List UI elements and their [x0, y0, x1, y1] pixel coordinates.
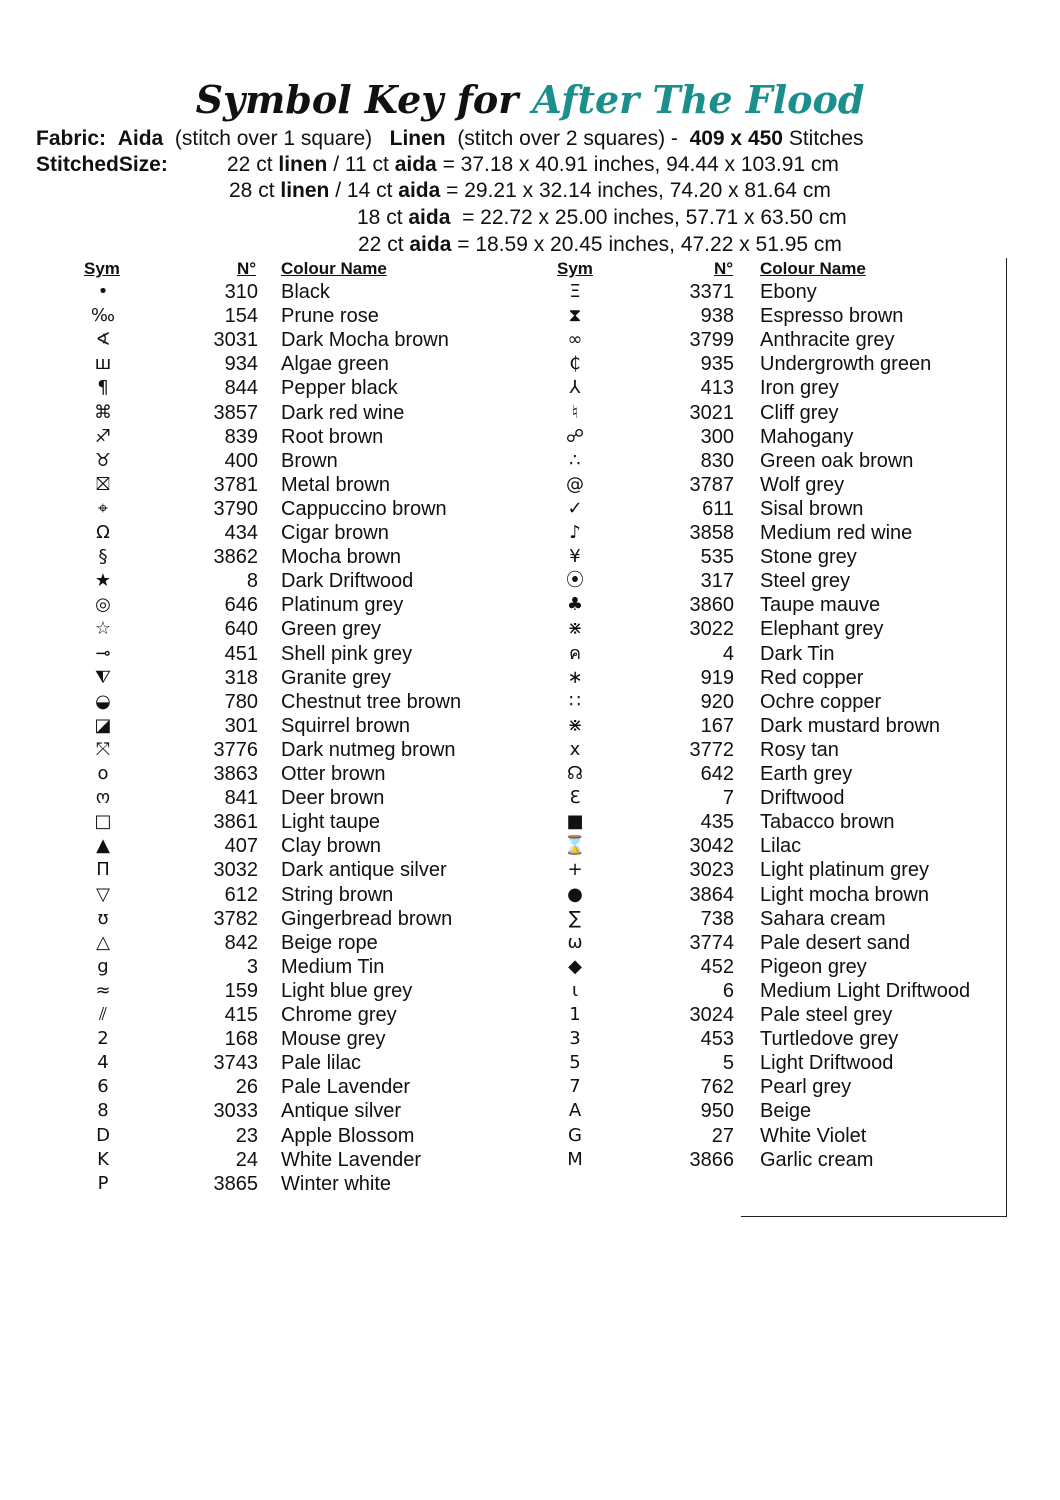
row-number: 451 [224, 642, 258, 665]
row-symbol: G [568, 1124, 582, 1146]
row-colour-name: Dark antique silver [281, 859, 447, 882]
stitched-size-label-line [36, 152, 168, 178]
fabric-linen-note: (stitch over 2 squares) - [457, 127, 678, 150]
size-bold: aida [408, 206, 451, 229]
header-name-left: Colour Name [281, 259, 387, 278]
header-sym-left: Sym [84, 259, 120, 278]
row-number: 434 [224, 522, 258, 544]
row-number: 3021 [689, 401, 734, 424]
row-colour-name: Light platinum grey [760, 859, 929, 882]
row-symbol: ∑ [568, 907, 582, 929]
row-symbol: ‰ [90, 305, 116, 327]
row-symbol: ¥ [569, 546, 581, 568]
size-bold: linen [280, 179, 330, 202]
title-prefix: Symbol Key for [195, 77, 519, 122]
row-symbol: ค [568, 642, 582, 664]
row-number: 3042 [689, 835, 734, 858]
size-bold: aida [409, 233, 452, 256]
row-symbol: ☆ [94, 618, 112, 640]
row-number: 168 [224, 1028, 258, 1051]
row-symbol: ⅄ [569, 377, 581, 399]
row-symbol: + [567, 859, 583, 881]
row-number: 8 [246, 570, 258, 593]
stitch-count: 409 x 450 [689, 127, 783, 150]
row-symbol: ◆ [568, 955, 582, 977]
row-colour-name: Lilac [760, 835, 802, 858]
row-colour-name: White Lavender [281, 1148, 422, 1171]
row-number: 4 [722, 642, 734, 665]
row-colour-name: Winter white [281, 1172, 392, 1195]
row-symbol: ◪ [94, 714, 112, 736]
row-colour-name: Steel grey [760, 570, 851, 593]
row-colour-name: Light Driftwood [760, 1052, 894, 1075]
row-symbol: □ [94, 811, 112, 833]
row-symbol: ▽ [96, 883, 110, 905]
row-number: 154 [224, 305, 258, 328]
row-number: 301 [224, 714, 258, 737]
stitched-size-line-1 [227, 152, 839, 178]
row-number: 407 [224, 835, 258, 858]
row-symbol: ¶ [97, 377, 109, 399]
row-colour-name: Metal brown [281, 473, 390, 496]
row-colour-name: Antique silver [281, 1100, 402, 1123]
row-colour-name: Black [281, 281, 330, 303]
row-colour-name: Otter brown [281, 763, 386, 785]
size-bold: linen [278, 153, 328, 176]
row-symbol: ⦿ [566, 570, 584, 592]
row-symbol: ⤧ [95, 738, 111, 760]
row-number: 842 [224, 931, 258, 954]
row-colour-name: Red copper [760, 666, 864, 689]
row-colour-name: Ochre copper [760, 690, 882, 713]
row-colour-name: Beige rope [281, 931, 378, 954]
row-colour-name: Sisal brown [760, 497, 864, 520]
row-colour-name: Shell pink grey [281, 642, 413, 665]
header-num-right: N° [714, 259, 734, 278]
row-colour-name: Mahogany [760, 425, 854, 448]
fabric-line [36, 126, 864, 152]
row-symbol: D [96, 1124, 110, 1146]
row-number: 780 [224, 690, 258, 713]
row-symbol: ✓ [567, 497, 583, 519]
row-colour-name: Algae green [281, 353, 389, 376]
row-symbol: M [567, 1148, 583, 1170]
row-colour-name: Turtledove grey [760, 1028, 899, 1051]
row-number: 3860 [689, 594, 734, 617]
row-colour-name: Dark nutmeg brown [281, 738, 456, 761]
row-colour-name: Pale Lavender [281, 1076, 410, 1099]
row-symbol: ⧗ [568, 305, 582, 327]
row-symbol: ⧨ [94, 666, 112, 688]
row-symbol: ⌖ [97, 497, 109, 519]
row-symbol: 2 [97, 1028, 109, 1050]
row-colour-name: Chrome grey [281, 1004, 397, 1026]
row-symbol: ʊ [97, 907, 109, 929]
row-symbol: ⫽ [98, 1004, 108, 1025]
row-symbol: Ω [96, 522, 110, 543]
row-symbol: ♐ [94, 425, 112, 447]
row-colour-name: Light blue grey [281, 979, 413, 1002]
fabric-aida: Aida [117, 127, 164, 150]
size-pre: 18 ct [357, 206, 409, 229]
row-number: 310 [224, 281, 258, 303]
size-pre: 22 ct [358, 233, 410, 256]
row-number: 919 [700, 666, 734, 689]
row-colour-name: Cappuccino brown [281, 497, 447, 520]
row-number: 452 [700, 955, 734, 978]
row-colour-name: Medium Tin [281, 955, 385, 978]
row-colour-name: Dark red wine [281, 401, 405, 424]
row-number: 435 [700, 811, 734, 834]
row-colour-name: Mouse grey [281, 1028, 386, 1051]
row-symbol: o [97, 763, 109, 784]
row-symbol: ■ [566, 811, 584, 833]
row-colour-name: Light mocha brown [760, 883, 929, 906]
row-number: 318 [224, 666, 258, 689]
row-colour-name: Stone grey [760, 546, 857, 569]
row-number: 27 [711, 1124, 734, 1147]
row-symbol: ∴ [569, 449, 581, 471]
row-number: 3743 [213, 1052, 258, 1075]
row-symbol: 5 [569, 1052, 581, 1074]
row-symbol: 3 [569, 1028, 581, 1050]
row-number: 159 [224, 979, 258, 1002]
row-colour-name: Sahara cream [760, 907, 886, 930]
row-number: 26 [235, 1076, 258, 1099]
row-symbol: ⋇ [567, 714, 583, 736]
row-symbol: ♮ [571, 401, 579, 423]
page-title [0, 76, 1060, 124]
row-symbol: K [97, 1148, 109, 1170]
row-symbol: ∞ [567, 329, 583, 351]
row-number: 938 [700, 305, 734, 328]
row-number: 6 [722, 979, 734, 1002]
row-symbol: ● [567, 883, 583, 905]
size-post: = 29.21 x 32.14 inches, 74.20 x 81.64 cm [440, 179, 831, 202]
row-symbol: ♉ [94, 449, 112, 471]
row-number: 3022 [689, 618, 734, 641]
row-symbol: Ξ [569, 281, 581, 302]
row-colour-name: Anthracite grey [760, 329, 895, 352]
row-colour-name: String brown [281, 883, 394, 906]
row-colour-name: White Violet [760, 1124, 867, 1147]
row-colour-name: Mocha brown [281, 546, 402, 569]
row-colour-name: Dark mustard brown [760, 714, 941, 737]
row-colour-name: Pale steel grey [760, 1004, 893, 1026]
row-symbol: ♣ [566, 594, 584, 616]
row-number: 3031 [213, 329, 258, 352]
header-num-left: N° [237, 259, 257, 278]
row-number: 167 [700, 714, 734, 737]
row-number: 3864 [689, 883, 734, 906]
row-symbol: ⌛ [563, 835, 587, 857]
row-number: 611 [702, 497, 734, 520]
row-colour-name: Clay brown [281, 835, 382, 858]
row-symbol: A [568, 1100, 582, 1122]
row-symbol: ш [94, 353, 112, 375]
row-symbol: ₵ [569, 353, 581, 375]
row-colour-name: Beige [760, 1100, 812, 1123]
row-colour-name: Medium red wine [760, 522, 913, 544]
row-colour-name: Medium Light Driftwood [760, 979, 971, 1002]
size-post: = 18.59 x 20.45 inches, 47.22 x 51.95 cm [451, 233, 842, 256]
row-colour-name: Light taupe [281, 811, 380, 834]
row-colour-name: Root brown [281, 425, 384, 448]
row-number: 23 [235, 1124, 258, 1147]
row-colour-name: Cliff grey [760, 401, 839, 424]
row-colour-name: Wolf grey [760, 473, 845, 496]
row-symbol: △ [96, 931, 110, 953]
row-symbol: @ [566, 473, 584, 495]
right-border-line [1006, 258, 1007, 1216]
stitches-word: Stitches [788, 127, 864, 150]
row-symbol: x [569, 738, 581, 760]
row-colour-name: Apple Blossom [281, 1124, 415, 1147]
row-colour-name: Iron grey [760, 377, 839, 400]
size-post: = 37.18 x 40.91 inches, 94.44 x 103.91 cm [436, 153, 839, 176]
row-symbol: ▲ [96, 835, 110, 857]
row-number: 413 [700, 377, 734, 400]
row-colour-name: Elephant grey [760, 618, 884, 641]
row-symbol: ☍ [565, 425, 585, 447]
row-number: 3032 [213, 859, 258, 882]
row-number: 738 [700, 907, 734, 930]
row-number: 3781 [213, 473, 258, 496]
row-symbol: 7 [569, 1076, 581, 1098]
row-number: 3862 [213, 546, 258, 569]
fabric-linen: Linen [389, 127, 446, 150]
row-number: 3371 [689, 281, 734, 303]
size-post: = 22.72 x 25.00 inches, 57.71 x 63.50 cm [450, 206, 847, 229]
row-number: 7 [722, 787, 734, 810]
row-number: 3857 [213, 401, 258, 424]
row-number: 841 [224, 787, 258, 810]
row-colour-name: Cigar brown [281, 522, 389, 544]
row-number: 3 [246, 955, 258, 978]
row-number: 935 [700, 353, 734, 376]
row-colour-name: Gingerbread brown [281, 907, 453, 930]
row-number: 3787 [689, 473, 734, 496]
row-symbol: ∗ [567, 666, 583, 688]
row-symbol: ♪ [569, 522, 581, 543]
size-bold: aida [398, 179, 441, 202]
row-number: 646 [224, 594, 258, 617]
row-symbol: ◎ [95, 594, 111, 616]
row-symbol: ☊ [567, 763, 583, 784]
row-colour-name: Green oak brown [760, 449, 914, 472]
row-symbol: 6 [97, 1076, 109, 1098]
row-colour-name: Dark Mocha brown [281, 329, 449, 352]
row-number: 839 [224, 425, 258, 448]
row-symbol: ⊸ [95, 642, 111, 664]
size-pre: 28 ct [229, 179, 281, 202]
row-number: 640 [224, 618, 258, 641]
stitched-size-line-2 [229, 178, 831, 204]
row-symbol: ∷ [569, 690, 581, 712]
row-colour-name: Brown [281, 449, 338, 472]
row-number: 5 [722, 1052, 734, 1075]
size-mid: / 14 ct [329, 179, 399, 202]
row-number: 612 [224, 883, 258, 906]
row-number: 453 [700, 1028, 734, 1051]
row-colour-name: Granite grey [281, 666, 392, 689]
row-colour-name: Ebony [760, 281, 817, 303]
row-symbol: ∢ [95, 329, 111, 351]
row-symbol: ★ [94, 570, 112, 592]
stitched-size-line-3 [357, 205, 847, 231]
row-symbol: ≈ [95, 979, 111, 1001]
row-symbol: 4 [97, 1052, 109, 1074]
row-colour-name: Tabacco brown [760, 811, 895, 834]
row-number: 762 [700, 1076, 734, 1099]
row-colour-name: Pale desert sand [760, 931, 911, 954]
header-sym-right: Sym [557, 259, 593, 278]
row-symbol: g [97, 955, 109, 977]
row-number: 3772 [689, 738, 734, 761]
row-number: 24 [235, 1148, 258, 1171]
row-colour-name: Taupe mauve [760, 594, 881, 617]
row-number: 317 [700, 570, 734, 593]
size-pre: 22 ct [227, 153, 279, 176]
row-number: 400 [224, 449, 258, 472]
row-number: 3024 [689, 1004, 734, 1026]
stitched-size-label: StitchedSize: [36, 153, 168, 176]
row-number: 3023 [689, 859, 734, 882]
row-colour-name: Dark Tin [760, 642, 835, 665]
row-number: 3782 [213, 907, 258, 930]
size-mid: / 11 ct [327, 153, 395, 176]
row-colour-name: Rosy tan [760, 738, 839, 761]
row-symbol: 8 [97, 1100, 109, 1122]
row-colour-name: Earth grey [760, 763, 853, 785]
size-bold: aida [394, 153, 437, 176]
row-number: 3774 [689, 931, 734, 954]
pattern-name: After The Flood [532, 77, 865, 122]
row-colour-name: Pigeon grey [760, 955, 867, 978]
row-number: 3861 [213, 811, 258, 834]
row-symbol: ⋇ [567, 618, 583, 640]
row-number: 950 [700, 1100, 734, 1123]
fabric-label: Fabric: [36, 127, 107, 150]
row-number: 920 [700, 690, 734, 713]
row-colour-name: Pearl grey [760, 1076, 852, 1099]
row-colour-name: Pepper black [281, 377, 398, 400]
row-colour-name: Deer brown [281, 787, 385, 810]
row-number: 844 [224, 377, 258, 400]
row-number: 934 [224, 353, 258, 376]
row-number: 3858 [689, 522, 734, 544]
row-number: 642 [700, 763, 734, 785]
row-colour-name: Green grey [281, 618, 382, 641]
row-symbol: • [97, 281, 109, 302]
row-colour-name: Driftwood [760, 787, 845, 810]
row-symbol: Π [96, 859, 110, 881]
row-colour-name: Prune rose [281, 305, 379, 328]
row-number: 3033 [213, 1100, 258, 1123]
bottom-border-line [741, 1216, 1007, 1217]
row-symbol: P [97, 1172, 109, 1194]
row-number: 3776 [213, 738, 258, 761]
row-number: 3866 [689, 1148, 734, 1171]
row-symbol: ო [95, 787, 111, 809]
row-colour-name: Squirrel brown [281, 714, 410, 737]
row-number: 535 [700, 546, 734, 569]
row-number: 3799 [689, 329, 734, 352]
fabric-aida-note: (stitch over 1 square) [174, 127, 373, 150]
row-number: 3863 [213, 763, 258, 785]
row-colour-name: Espresso brown [760, 305, 904, 328]
row-symbol: ⌘ [94, 401, 112, 423]
header-name-right: Colour Name [760, 259, 866, 278]
row-symbol: ⛝ [96, 473, 110, 495]
row-number: 830 [700, 449, 734, 472]
stitched-size-line-4 [358, 232, 842, 258]
row-number: 3790 [213, 497, 258, 520]
row-colour-name: Garlic cream [760, 1148, 874, 1171]
row-symbol: Ɛ [569, 787, 581, 809]
row-colour-name: Platinum grey [281, 594, 404, 617]
row-colour-name: Dark Driftwood [281, 570, 414, 593]
row-symbol: ɩ [571, 979, 579, 1001]
row-number: 3865 [213, 1172, 258, 1195]
row-symbol: 1 [569, 1004, 581, 1025]
row-colour-name: Chestnut tree brown [281, 690, 462, 713]
row-symbol: ◒ [95, 690, 111, 712]
row-symbol: ω [567, 931, 583, 953]
row-number: 415 [224, 1004, 258, 1026]
row-colour-name: Undergrowth green [760, 353, 932, 376]
row-symbol: § [98, 546, 108, 568]
row-number: 300 [700, 425, 734, 448]
row-colour-name: Pale lilac [281, 1052, 362, 1075]
